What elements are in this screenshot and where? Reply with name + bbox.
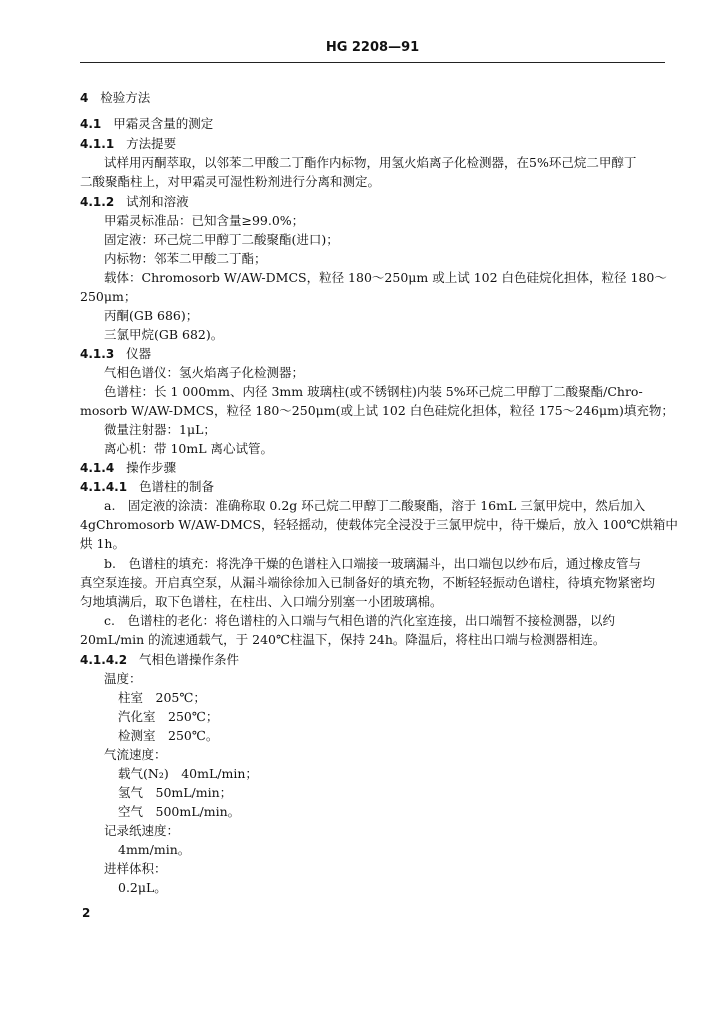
reagent-line: 三氯甲烷(GB 682)。 [104,327,224,342]
section-title: 甲霜灵含量的测定 [113,116,214,131]
procedure-line: 真空泵连接。开启真空泵，从漏斗端徐徐加入已制备好的填充物，不断轻轻振动色谱柱，待填充物紧密均 [80,575,656,590]
condition-label: 记录纸速度： [104,823,180,838]
section-number: 4.1.4 [80,461,115,475]
instrument-line: mosorb W/AW-DMCS，粒径 180～250μm(或上试 102 白色硅烷化担体，粒径 175～246μm)填充物； [80,403,674,418]
section-title: 操作步骤 [126,460,177,475]
section-4-1-heading [80,116,213,132]
instrument-line: 微量注射器：1μL； [104,422,216,437]
reagent-line: 内标物：邻苯二甲酸二丁酯； [104,251,267,266]
reagent-line: 载体：Chromosorb W/AW-DMCS，粒径 180～250μm 或上试 102 白色硅烷化担体，粒径 180～ [104,270,667,285]
header-rule [80,62,665,63]
condition-value: 0.2μL。 [118,880,167,895]
condition-value: 4mm/min。 [118,842,191,857]
condition-value: 检测室 250℃。 [118,728,219,743]
section-title: 色谱柱的制备 [139,479,215,494]
condition-value: 汽化室 250℃； [118,709,219,724]
section-4-1-1-heading [80,136,176,152]
condition-value: 柱室 205℃； [118,690,206,705]
section-4-1-4-1-heading [80,479,214,495]
condition-label: 气流速度： [104,747,167,762]
instrument-line: 色谱柱：长 1 000mm、内径 3mm 玻璃柱(或不锈钢柱)内装 5%环己烷二甲醇丁二酸聚酯/Chro- [104,384,643,399]
section-number: 4.1.1 [80,137,115,151]
section-number: 4.1.2 [80,195,115,209]
instrument-line: 气相色谱仪：氢火焰离子化检测器； [104,365,305,380]
procedure-line: 匀地填满后，取下色谱柱，在柱出、入口端分别塞一小团玻璃棉。 [80,594,443,609]
condition-value: 氢气 50mL/min； [118,785,233,800]
procedure-line: c. 色谱柱的老化：将色谱柱的入口端与气相色谱的汽化室连接，出口端暂不接检测器，以约 [104,613,615,628]
reagent-line: 丙酮(GB 686)； [104,308,199,323]
reagent-line: 甲霜灵标准品：已知含量≥99.0%； [104,213,305,228]
condition-value: 载气(N₂) 40mL/min； [118,766,258,781]
section-4-1-2-heading [80,194,189,210]
section-number: 4.1.4.1 [80,480,128,494]
section-number: 4.1 [80,117,102,131]
section-number: 4.1.3 [80,347,115,361]
condition-label: 温度： [104,671,142,686]
paragraph-line: 试样用丙酮萃取，以邻苯二甲酸二丁酯作内标物，用氢火焰离子化检测器，在5%环己烷二甲醇丁 [104,155,637,170]
section-title: 试剂和溶液 [126,194,189,209]
section-number: 4 [80,91,89,105]
procedure-line: 烘 1h。 [80,536,125,551]
reagent-line: 固定液：环己烷二甲醇丁二酸聚酯(进口)； [104,232,339,247]
section-4-heading [80,90,150,106]
page-number: 2 [82,906,91,920]
section-title: 气相色谱操作条件 [139,652,240,667]
section-number: 4.1.4.2 [80,653,128,667]
instrument-line: 离心机：带 10mL 离心试管。 [104,441,274,456]
procedure-line: 20mL/min 的流速通载气，于 240℃柱温下，保持 24h。降温后，将柱出口端与检测器相连。 [80,632,606,647]
section-title: 检验方法 [100,90,151,105]
section-4-1-4-heading [80,460,176,476]
document-code: HG 2208—91 [325,40,420,55]
section-4-1-3-heading [80,346,151,362]
section-title: 方法提要 [126,136,177,151]
reagent-line: 250μm； [80,289,137,304]
condition-label: 进样体积： [104,861,167,876]
section-4-1-4-2-heading [80,652,239,668]
section-title: 仪器 [126,346,152,361]
paragraph-line: 二酸聚酯柱上，对甲霜灵可湿性粉剂进行分离和测定。 [80,174,381,189]
condition-value: 空气 500mL/min。 [118,804,241,819]
procedure-line: a. 固定液的涂渍：准确称取 0.2g 环己烷二甲醇丁二酸聚酯，溶于 16mL 三氯甲烷中，然后加入 [104,498,646,513]
procedure-line: 4gChromosorb W/AW-DMCS，轻轻摇动，使载体完全浸没于三氯甲烷中，待干燥后，放入 100℃烘箱中 [80,517,678,532]
procedure-line: b. 色谱柱的填充：将洗净干燥的色谱柱入口端接一玻璃漏斗，出口端包以纱布后，通过橡皮管与 [104,556,641,571]
